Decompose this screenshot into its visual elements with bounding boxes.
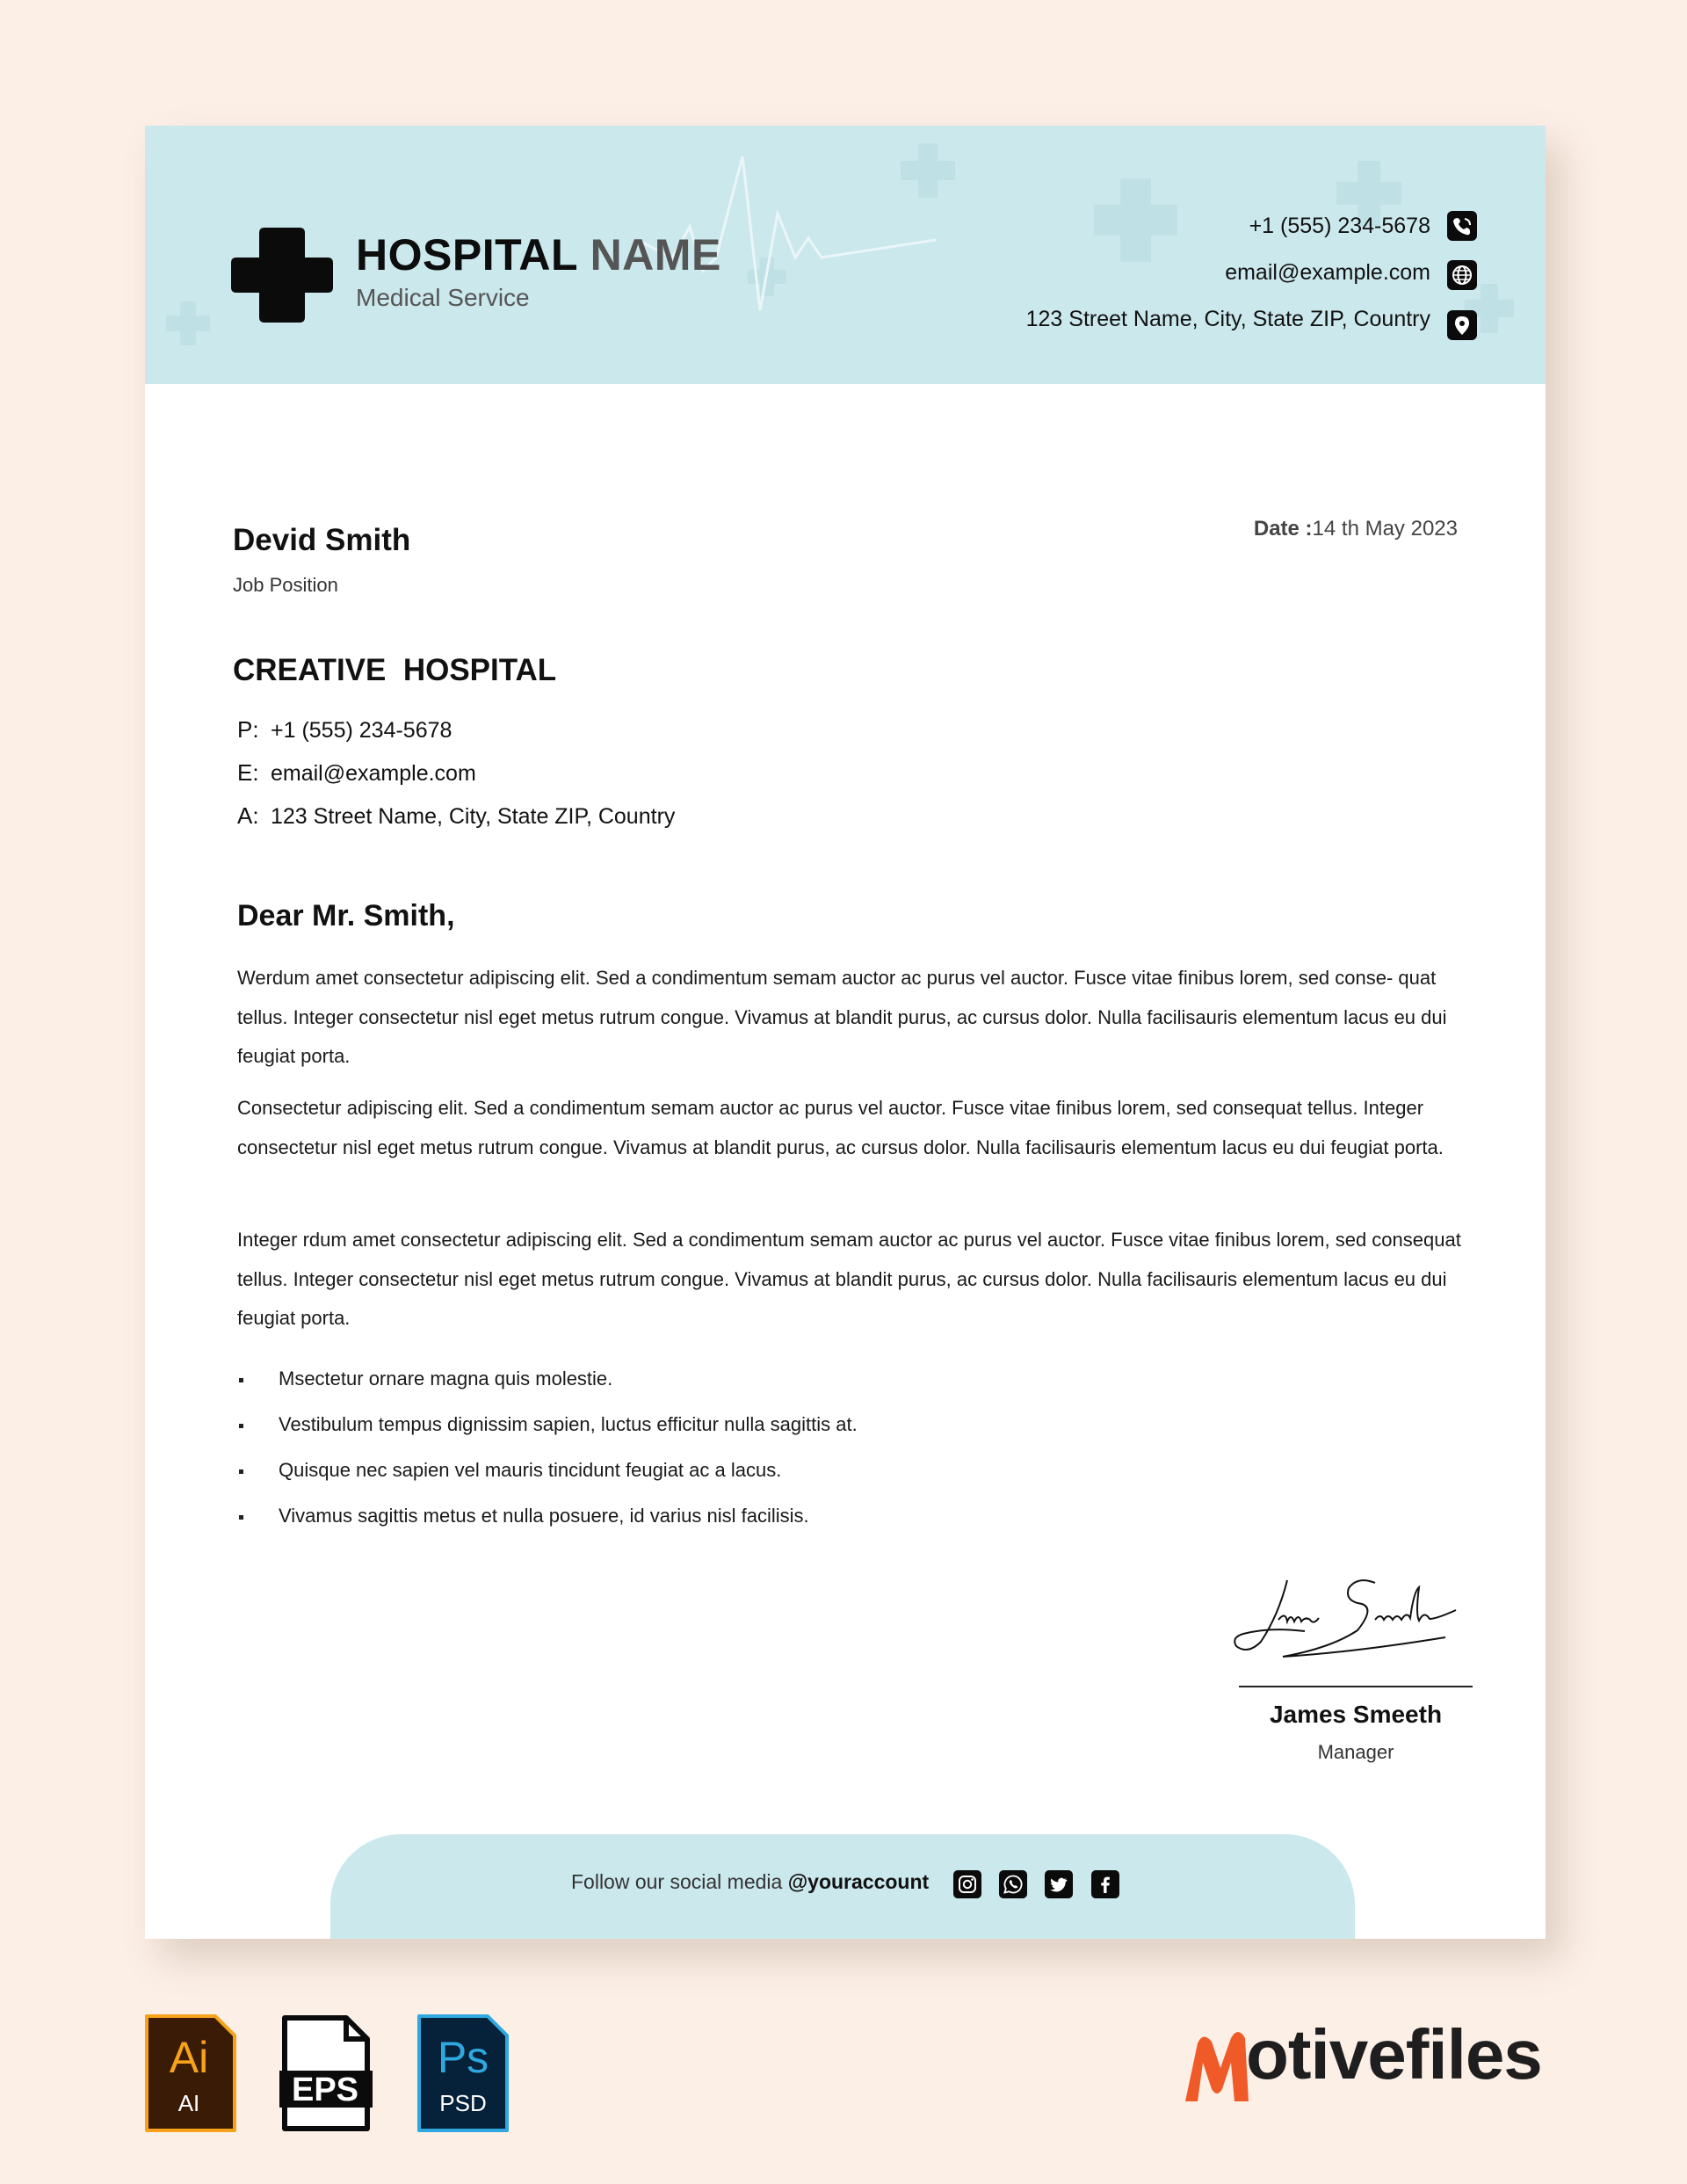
list-item: Vivamus sagittis metus et nulla posuere, id varius nisl facilisis. <box>237 1503 858 1549</box>
location-pin-icon <box>1447 310 1477 340</box>
org-address-key: A: <box>237 802 259 829</box>
date-value: 14 th May 2023 <box>1312 517 1458 541</box>
header-band <box>145 126 1546 384</box>
handwritten-signature <box>1226 1567 1489 1664</box>
org-email-value: email@example.com <box>271 761 476 786</box>
facebook-icon[interactable] <box>1091 1870 1119 1898</box>
hospital-name-title <box>356 229 721 280</box>
signer-role: Manager <box>1317 1741 1394 1763</box>
header-address: 123 Street Name, City, State ZIP, Country <box>1025 307 1430 331</box>
org-email-row <box>237 759 476 787</box>
letterhead-page <box>145 126 1546 1939</box>
motivefiles-wordmark: otivefiles <box>1246 2015 1542 2093</box>
org-phone-row <box>237 716 452 744</box>
org-phone-key: P: <box>237 716 259 743</box>
org-phone-value: +1 (555) 234-5678 <box>271 718 453 743</box>
letter-salutation: Dear Mr. Smith, <box>237 899 455 932</box>
eps-badge-short: EPS <box>291 2072 359 2108</box>
ai-file-badge <box>143 2013 238 2134</box>
ai-badge-short: Ai <box>169 2033 209 2082</box>
org-address-value: 123 Street Name, City, State ZIP, Country <box>271 804 676 829</box>
whatsapp-icon[interactable] <box>999 1870 1027 1898</box>
letter-bullet-list <box>237 1366 858 1549</box>
recipient-name: Devid Smith <box>233 523 411 557</box>
phone-icon <box>1447 211 1477 241</box>
psd-file-badge <box>416 2013 510 2134</box>
ai-badge-label: AI <box>177 2090 200 2116</box>
date-label: Date : <box>1253 517 1313 541</box>
list-item: Quisque nec sapien vel mauris tincidunt feugiat ac a lacus. <box>237 1457 858 1503</box>
signature-line <box>1239 1686 1473 1687</box>
recipient-position: Job Position <box>233 574 338 596</box>
hospital-title-word-1: HOSPITAL <box>356 230 578 279</box>
list-item: Vestibulum tempus dignissim sapien, luctus efficitur nulla sagittis at. <box>237 1411 858 1457</box>
twitter-icon[interactable] <box>1045 1870 1073 1898</box>
letter-paragraph-3: Integer rdum amet consectetur adipiscing elit. Sed a condimentum semam auctor ac purus vel auctor. Fusce vitae finibus lorem, sed consequat tellus. Integer consectetur nisl eget metus rutrum congue. Vivamus at blandit purus, ac cursus dolor. Nulla facilisauris elementum lacus eu dui feugiat porta. <box>237 1229 1461 1329</box>
motivefiles-logo-mark <box>1182 2026 1252 2105</box>
header-phone: +1 (555) 234-5678 <box>1249 214 1430 238</box>
psd-badge-label: PSD <box>439 2090 487 2116</box>
hospital-subtitle: Medical Service <box>356 284 530 311</box>
eps-file-badge <box>279 2013 374 2134</box>
letter-paragraph-2: Consectetur adipiscing elit. Sed a condimentum semam auctor ac purus vel auctor. Fusce vitae finibus lorem, sed consequat tellus. Integer consectetur nisl eget metus rutrum congue. Vivamus at blandit purus, ac cursus dolor. Nulla facilisauris elementum lacus eu dui feugiat porta. <box>237 1097 1444 1158</box>
psd-badge-short: Ps <box>437 2033 489 2082</box>
social-handle: @youraccount <box>787 1870 930 1893</box>
letter-date <box>1254 517 1458 541</box>
globe-icon <box>1447 260 1477 290</box>
follow-label: Follow our social media <box>571 1870 788 1893</box>
instagram-icon[interactable] <box>953 1870 981 1898</box>
header-email: email@example.com <box>1225 260 1430 285</box>
organization-name: CREATIVE HOSPITAL <box>233 653 557 687</box>
medical-cross-icon <box>231 224 333 326</box>
social-follow-text <box>571 1870 929 1894</box>
signer-name: James Smeeth <box>1269 1701 1443 1728</box>
list-item: Msectetur ornare magna quis molestie. <box>237 1366 858 1411</box>
letter-paragraph-1: Werdum amet consectetur adipiscing elit. Sed a condimentum semam auctor ac purus vel auctor. Fusce vitae finibus lorem, sed conse- quat tellus. Integer consectetur nisl eget metus rutrum congue. Vivamus at blandit purus, ac cursus dolor. Nulla facilisauris elementum lacus eu dui feugiat porta. <box>237 967 1447 1067</box>
org-address-row <box>237 802 675 830</box>
org-email-key: E: <box>237 759 259 786</box>
hospital-title-word-2: NAME <box>590 230 721 279</box>
